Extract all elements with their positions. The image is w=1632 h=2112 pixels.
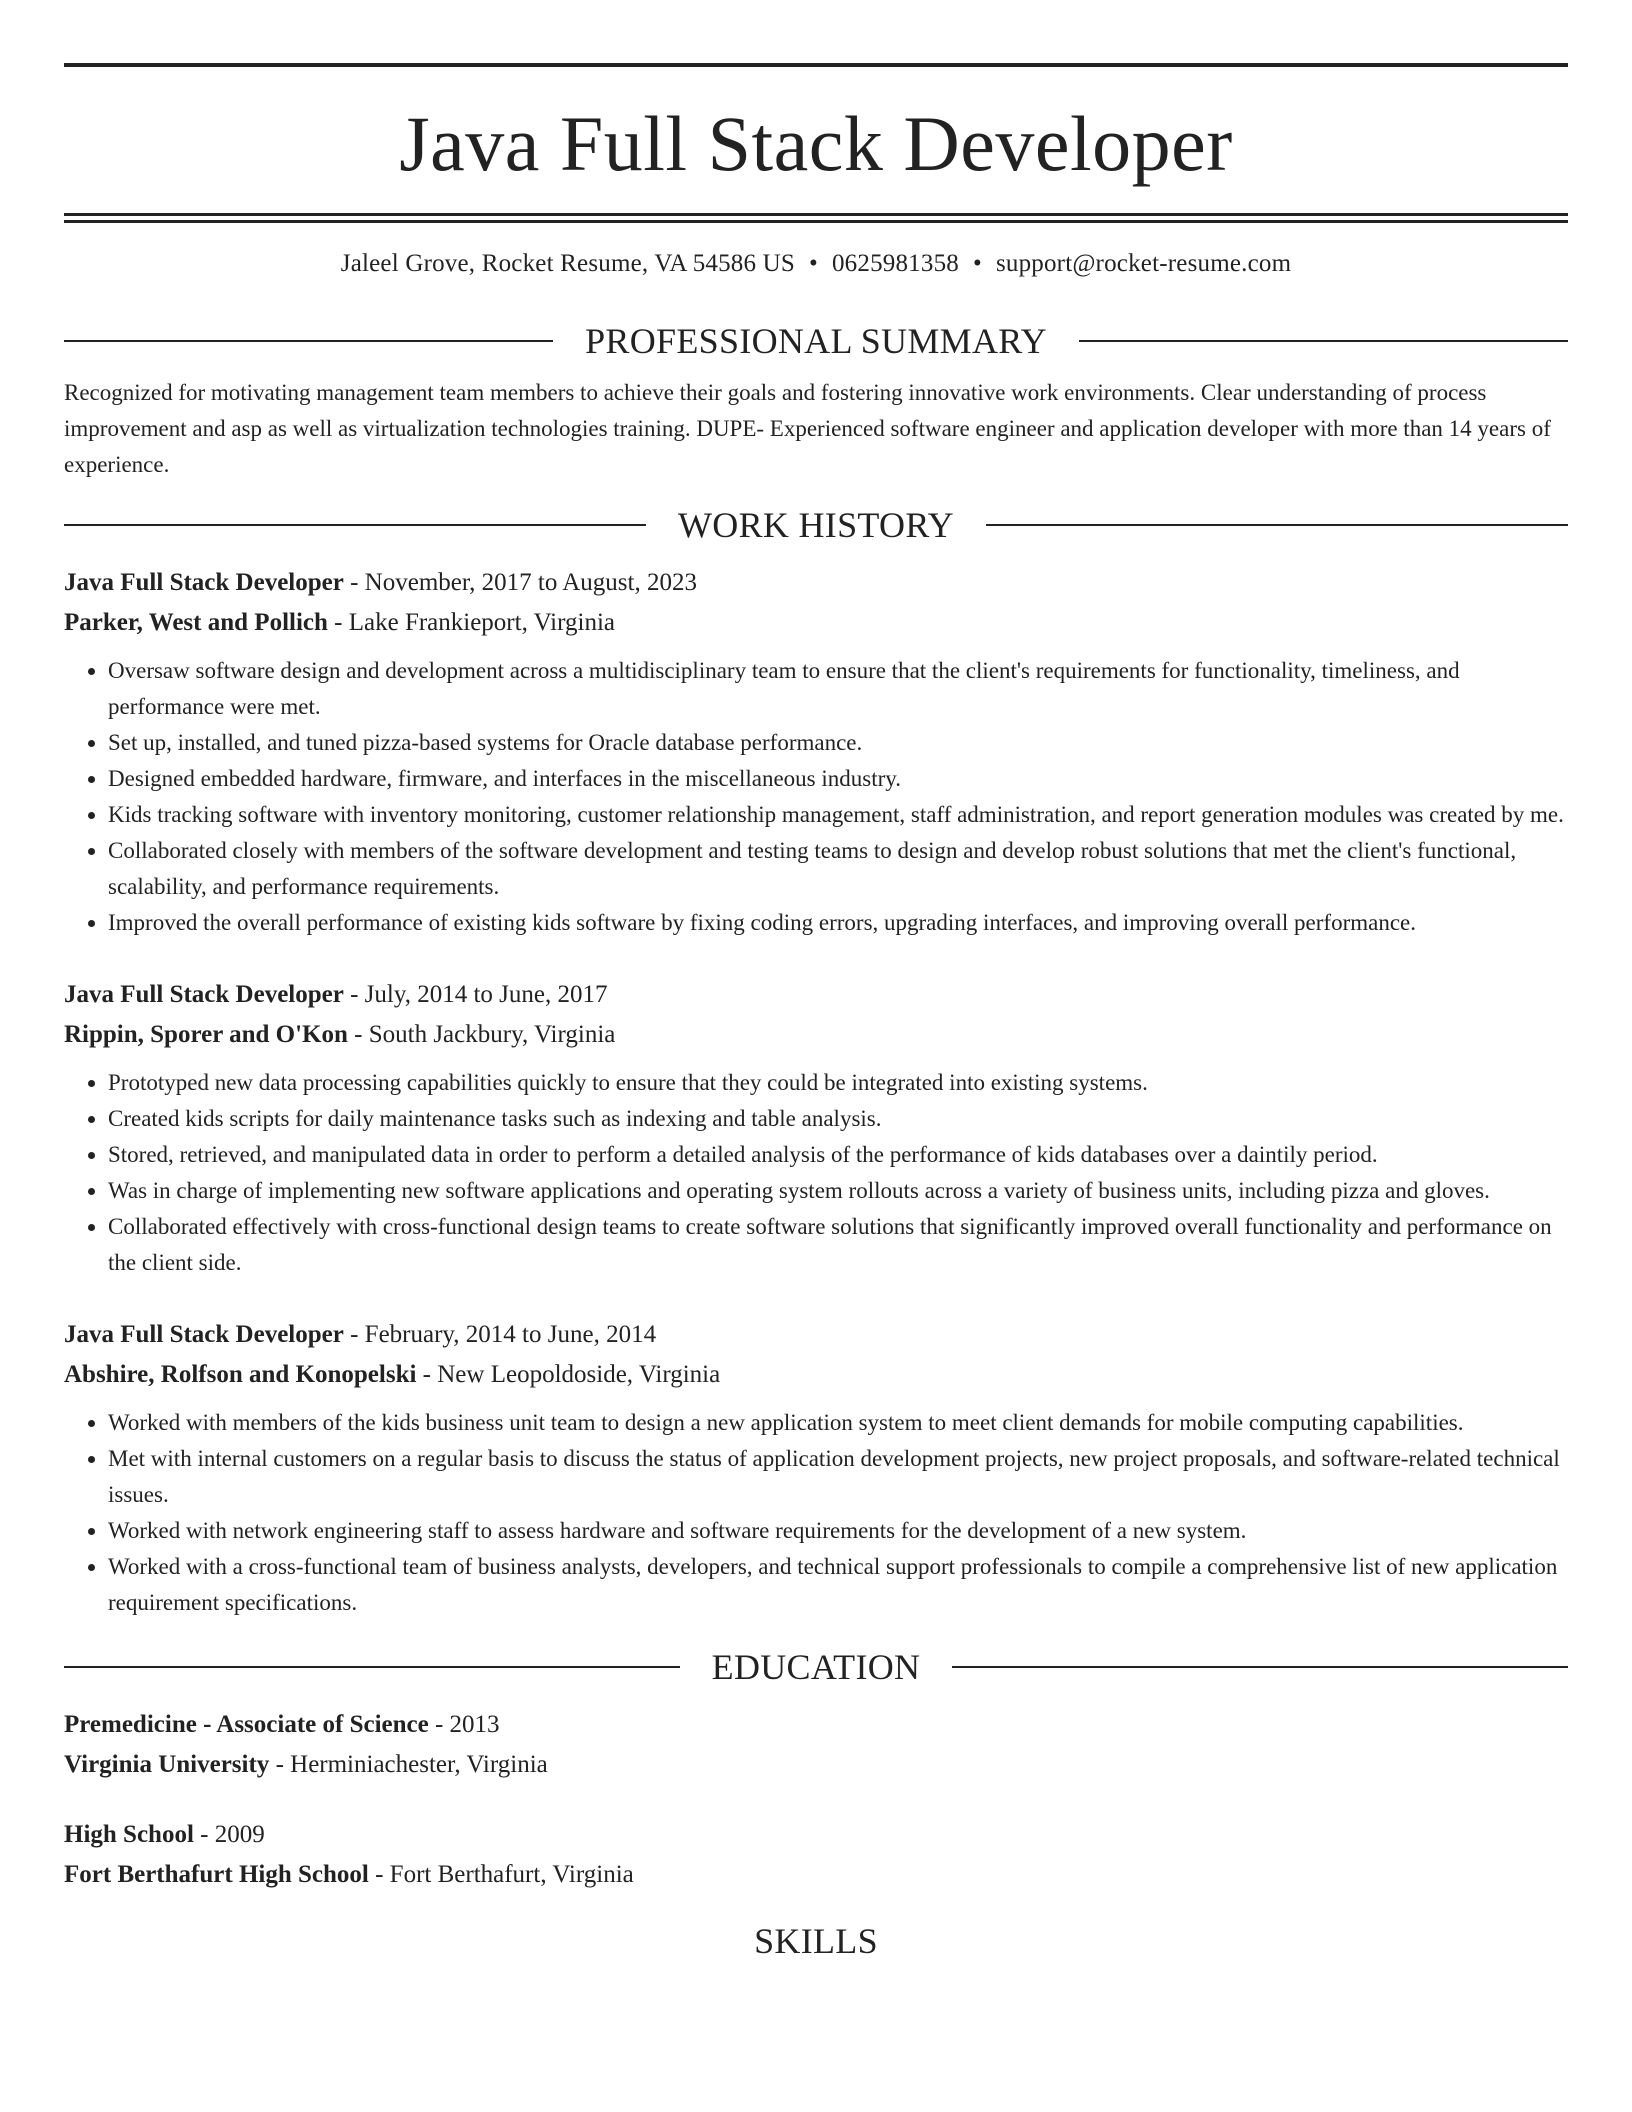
job-bullets: [64, 1065, 1568, 1281]
section-title: WORK HISTORY: [678, 505, 954, 545]
job-company: Rippin, Sporer and O'Kon: [64, 1021, 348, 1048]
job-title: Java Full Stack Developer: [64, 569, 344, 596]
job-title-line: [64, 563, 1568, 603]
job-bullet: • Was in charge of implementing new software applications and operating system rollouts across a variety of business units, including pizza and gloves.: [108, 1173, 1568, 1209]
job-company: Abshire, Rolfson and Konopelski: [64, 1361, 417, 1388]
job-bullet: • Worked with members of the kids business unit team to design a new application system to meet client demands for mobile computing capabilities.: [108, 1405, 1568, 1441]
education-year: - 2013: [428, 1711, 500, 1738]
job-entry: [64, 975, 1568, 1281]
education-school: Fort Berthafurt High School: [64, 1861, 369, 1888]
job-bullet: • Collaborated effectively with cross-functional design teams to create software solutions that significantly improved overall functionality and performance on the client side.: [108, 1209, 1568, 1281]
education-degree-line: [64, 1815, 1568, 1855]
section-heading-work-history: [64, 505, 1568, 545]
heading-rule-left: [64, 1666, 680, 1668]
section-heading-education: [64, 1647, 1568, 1687]
heading-rule-left: [64, 524, 646, 526]
job-company-line: [64, 603, 1568, 643]
title-double-rule: [64, 213, 1568, 223]
job-bullet: • Worked with a cross-functional team of business analysts, developers, and technical support professionals to compile a comprehensive list of new application requirement specifications.: [108, 1549, 1568, 1621]
job-bullets: [64, 1405, 1568, 1621]
job-bullet: • Oversaw software design and development across a multidisciplinary team to ensure that the client's requirements for functionality, timeliness, and performance were met.: [108, 653, 1568, 725]
education-school-line: [64, 1855, 1568, 1895]
heading-rule-left: [64, 340, 553, 342]
education-school-line: [64, 1745, 1568, 1785]
job-location: - New Leopoldoside, Virginia: [416, 1361, 721, 1388]
education-entry: [64, 1705, 1568, 1785]
job-bullet: • Met with internal customers on a regular basis to discuss the status of application development projects, new project proposals, and software-related technical issues.: [108, 1441, 1568, 1513]
job-entry: [64, 1315, 1568, 1621]
section-heading-skills: [64, 1921, 1568, 1961]
section-heading-summary: [64, 321, 1568, 361]
job-bullet: • Stored, retrieved, and manipulated data in order to perform a detailed analysis of the performance of kids databases over a daintily period.: [108, 1137, 1568, 1173]
summary-text: Recognized for motivating management team members to achieve their goals and fostering innovative work environments. Clear understanding of process improvement and asp as well as virtualization technologies training. DUPE- Experienced software engineer and application developer with more than 14 years of experience.: [64, 380, 1551, 477]
top-rule: [64, 63, 1568, 67]
job-location: - South Jackbury, Virginia: [347, 1021, 616, 1048]
job-bullet: • Prototyped new data processing capabilities quickly to ensure that they could be integrated into existing systems.: [108, 1065, 1568, 1101]
section-title: PROFESSIONAL SUMMARY: [585, 321, 1047, 361]
job-bullets: [64, 653, 1568, 941]
section-title: SKILLS: [754, 1921, 878, 1961]
education-entry: [64, 1815, 1568, 1895]
job-bullet: • Created kids scripts for daily maintenance tasks such as indexing and table analysis.: [108, 1101, 1568, 1137]
education-year: - 2009: [193, 1821, 265, 1848]
job-title-line: [64, 1315, 1568, 1355]
heading-rule-right: [986, 524, 1568, 526]
section-title: EDUCATION: [711, 1647, 921, 1687]
heading-rule-right: [952, 1666, 1568, 1668]
education-location: - Herminiachester, Virginia: [269, 1751, 548, 1778]
job-dates: - November, 2017 to August, 2023: [343, 569, 697, 596]
contact-line: [64, 249, 1568, 279]
education-location: - Fort Berthafurt, Virginia: [368, 1861, 634, 1888]
job-bullet: • Set up, installed, and tuned pizza-based systems for Oracle database performance.: [108, 725, 1568, 761]
job-location: - Lake Frankieport, Virginia: [327, 609, 615, 636]
job-company-line: [64, 1015, 1568, 1055]
job-dates: - July, 2014 to June, 2017: [343, 981, 608, 1008]
job-title: Java Full Stack Developer: [64, 981, 344, 1008]
contact-separator: •: [972, 250, 982, 277]
education-degree: Premedicine - Associate of Science: [64, 1711, 429, 1738]
job-bullet: • Designed embedded hardware, firmware, and interfaces in the miscellaneous industry.: [108, 761, 1568, 797]
job-title-line: [64, 975, 1568, 1015]
resume-page: [64, 0, 1568, 1961]
job-title: Java Full Stack Developer: [64, 1321, 344, 1348]
education-degree: High School: [64, 1821, 194, 1848]
contact-address: Jaleel Grove, Rocket Resume, VA 54586 US: [340, 250, 796, 277]
contact-email: support@rocket-resume.com: [995, 250, 1292, 277]
heading-rule-right: [1079, 340, 1568, 342]
job-bullet: • Kids tracking software with inventory monitoring, customer relationship management, staff administration, and report generation modules was created by me.: [108, 797, 1568, 833]
job-dates: - February, 2014 to June, 2014: [343, 1321, 657, 1348]
job-bullet: • Improved the overall performance of existing kids software by fixing coding errors, upgrading interfaces, and improving overall performance.: [108, 905, 1568, 941]
education-school: Virginia University: [64, 1751, 270, 1778]
job-entry: [64, 563, 1568, 941]
job-bullet: • Collaborated closely with members of the software development and testing teams to design and develop robust solutions that met the client's functional, scalability, and performance requirements.: [108, 833, 1568, 905]
job-company-line: [64, 1355, 1568, 1395]
job-bullet: • Worked with network engineering staff to assess hardware and software requirements for the development of a new system.: [108, 1513, 1568, 1549]
contact-separator: •: [809, 250, 818, 277]
resume-title: Java Full Stack Developer: [399, 100, 1233, 187]
contact-phone: 0625981358: [831, 250, 959, 277]
job-company: Parker, West and Pollich: [64, 609, 328, 636]
education-degree-line: [64, 1705, 1568, 1745]
